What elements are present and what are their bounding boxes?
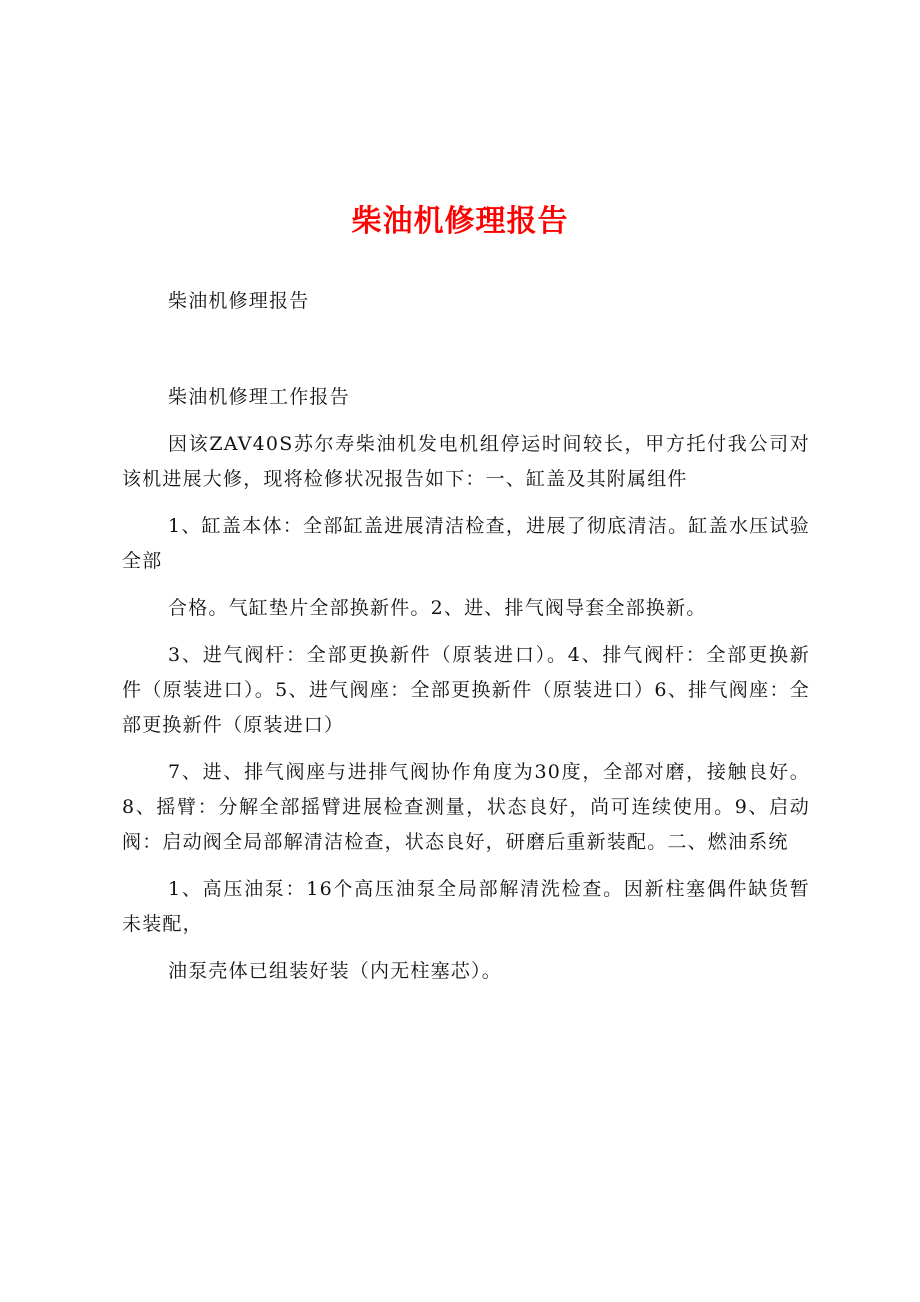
paragraph-fuel-pump: 1、高压油泵：16个高压油泵全局部解清洗检查。因新柱塞偶件缺货暂未装配，: [122, 878, 810, 935]
paragraph-pump-housing: 油泵壳体已组装好装（内无柱塞芯）。: [168, 960, 502, 982]
paragraph-heading-repeat: 柴油机修理报告: [168, 290, 310, 312]
paragraph-gasket: 合格。气缸垫片全部换新件。2、进、排气阀导套全部换新。: [168, 597, 707, 619]
document-title: 柴油机修理报告: [351, 204, 569, 239]
paragraph-intro: 因该ZAV40S苏尔寿柴油机发电机组停运时间较长，甲方托付我公司对该机进展大修，现将检修状况报告如下：一、缸盖及其附属组件: [122, 433, 810, 490]
paragraph-cylinder-head: 1、缸盖本体：全部缸盖进展清洁检查，进展了彻底清洁。缸盖水压试验全部: [122, 515, 810, 572]
document-body: [122, 284, 810, 989]
paragraph-report-title: 柴油机修理工作报告: [168, 386, 350, 408]
paragraph-valves: 3、进气阀杆：全部更换新件（原装进口）。4、排气阀杆：全部更换新件（原装进口）。5、进气阀座：全部更换新件（原装进口）6、排气阀座：全部更换新件（原装进口）: [122, 644, 810, 736]
paragraph-valve-seat-rocker: 7、进、排气阀座与进排气阀协作角度为30度，全部对磨，接触良好。8、摇臂：分解全部摇臂进展检查测量，状态良好，尚可连续使用。9、启动阀：启动阀全局部解清洁检查，状态良好，研磨后重新装配。二、燃油系统: [122, 761, 810, 853]
